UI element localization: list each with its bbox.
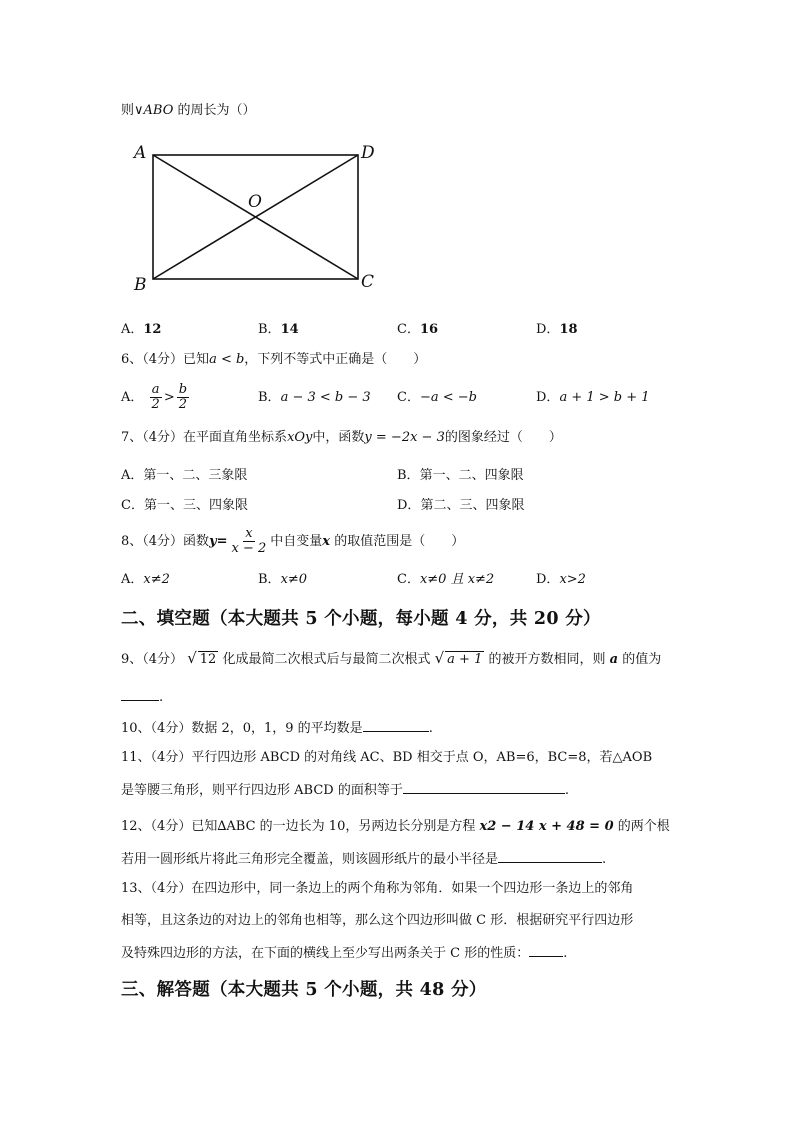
q7-system: xOy: [287, 430, 313, 445]
q10-number: 10、（4分）: [121, 721, 192, 736]
q12-end: .: [602, 852, 607, 867]
q7-stem-post: 的图象经过（ ）: [444, 430, 562, 445]
q8-option-d: [536, 571, 586, 589]
option-text: a − 3 < b − 3: [280, 390, 371, 405]
q6-option-c: [397, 389, 477, 407]
q13-stem: [121, 880, 633, 898]
q11-line2-text: 是等腰三角形，则平行四边形 ABCD 的面积等于: [121, 783, 403, 798]
option-text: 第一、二、四象限: [419, 468, 524, 483]
operator: >: [163, 390, 175, 405]
q12-line2-text: 若用一圆形纸片将此三角形完全覆盖，则该圆形纸片的最小半径是: [121, 852, 499, 867]
option-text: x≠0 且 x≠2: [419, 572, 495, 587]
q7-option-b: [397, 467, 524, 485]
q11-end: .: [564, 783, 569, 798]
q9-end: .: [159, 690, 164, 705]
q5-triangle-name: ABO: [143, 103, 174, 118]
q12-number: 12、（4分）: [121, 819, 192, 834]
q5-stem: [121, 102, 256, 120]
q6-stem-pre: 已知: [183, 352, 210, 367]
option-text: 18: [559, 322, 578, 337]
answer-blank[interactable]: [363, 718, 429, 732]
label-d: D: [361, 143, 375, 163]
option-text: 12: [143, 322, 162, 337]
option-letter: C．: [397, 572, 420, 587]
q12-stem-post: 的两个根: [617, 819, 670, 834]
q11-line2: [121, 780, 569, 800]
q12-stem: [121, 818, 670, 836]
answer-blank[interactable]: [498, 849, 602, 863]
answer-blank[interactable]: [121, 687, 159, 701]
q12-text: 已知∆ABC 的一边长为 10，另两边长分别是方程: [191, 819, 476, 834]
section-3-title: 三、解答题（本大题共 5 个小题，共 48 分）: [121, 980, 487, 1000]
option-letter: A．: [121, 322, 144, 337]
q5-option-c: [397, 321, 438, 339]
q13-end: .: [563, 946, 568, 961]
q9-stem-end: 的值为: [622, 652, 662, 667]
q6-condition: a < b: [209, 352, 245, 367]
q5-triangle-symbol: ∨: [134, 103, 144, 118]
q13-number: 13、（4分）: [121, 881, 192, 896]
q5-option-b: [258, 321, 299, 339]
q9-stem-post: 的被开方数相同，则: [488, 652, 606, 667]
q8-option-c: [397, 571, 494, 589]
label-a: A: [134, 143, 147, 163]
q8-stem-mid: 中自变量: [270, 534, 323, 549]
option-letter: D．: [536, 322, 560, 337]
option-text: 第二、三、四象限: [420, 498, 525, 513]
q9-answer-line: [121, 687, 163, 707]
option-letter: B．: [258, 390, 281, 405]
numerator: x: [245, 526, 253, 541]
q8-var: x: [322, 534, 331, 549]
q9-stem: [121, 649, 661, 669]
q9-number: 9、（4分）: [121, 652, 184, 667]
q5-option-a: [121, 321, 161, 339]
q6-option-a: [121, 380, 191, 416]
q12-line2: [121, 849, 606, 869]
fraction-b-over-2: [177, 383, 189, 412]
q8-y: y=: [209, 534, 228, 549]
q11-text: 平行四边形 ABCD 的对角线 AC、BD 相交于点 O，AB=6，BC=8，若△AOB: [191, 750, 653, 765]
q8-number: 8、（4分）: [121, 534, 184, 549]
option-text: a + 1 > b + 1: [559, 390, 650, 405]
option-text: 第一、二、三象限: [143, 468, 248, 483]
option-text: 第一、三、四象限: [143, 498, 248, 513]
q6-option-d: [536, 389, 650, 407]
denominator: 2: [178, 397, 188, 412]
fraction-x-over-x-minus-2: [230, 527, 269, 556]
answer-blank[interactable]: [403, 780, 565, 794]
radical-sign: √: [187, 649, 197, 667]
q7-stem-pre: 在平面直角坐标系: [183, 430, 288, 445]
q6-option-b: [258, 389, 371, 407]
sqrt-12: [187, 649, 218, 667]
option-letter: C．: [397, 322, 420, 337]
q6-stem-post: ，下列不等式中正确是（ ）: [244, 352, 427, 367]
option-letter: D．: [536, 572, 560, 587]
q5-stem-pre: 则: [121, 103, 135, 118]
q5-stem-post: 的周长为（）: [177, 103, 256, 118]
q13-line2: 相等，且这条边的对边上的邻角也相等，那么这个四边形叫做 C 形．根据研究平行四边形: [121, 913, 634, 928]
q13-line3-text: 及特殊四边形的方法，在下面的横线上至少写出两条关于 C 形的性质：: [121, 946, 530, 961]
option-text: x≠2: [143, 572, 170, 587]
q9-var: a: [609, 652, 619, 667]
numerator: b: [178, 382, 188, 397]
q8-option-a: [121, 571, 170, 589]
q7-option-a: [121, 467, 247, 485]
q7-option-d: [397, 497, 524, 515]
q7-number: 7、（4分）: [121, 430, 184, 445]
q6-number: 6、（4分）: [121, 352, 184, 367]
q10-end: .: [428, 721, 433, 736]
q8-stem-post: 的取值范围是（ ）: [334, 534, 465, 549]
q11-number: 11、（4分）: [121, 750, 192, 765]
option-letter: A．: [121, 468, 144, 483]
q10-text: 数据 2，0，1，9 的平均数是: [191, 721, 363, 736]
q9-stem-mid: 化成最简二次根式后与最简二次根式: [222, 652, 431, 667]
sqrt-a-plus-1: [434, 649, 485, 667]
q13-line1: 在四边形中，同一条边上的两个角称为邻角．如果一个四边形一条边上的邻角: [191, 881, 634, 896]
option-letter: C．: [397, 390, 420, 405]
option-text: 16: [419, 322, 439, 337]
label-c: C: [361, 272, 375, 292]
denominator: 2: [151, 397, 160, 412]
q7-function: y = −2x − 3: [364, 430, 445, 445]
q13-line3: [121, 943, 567, 963]
q8-stem-pre: 函数: [183, 534, 210, 549]
option-text: x>2: [559, 572, 586, 587]
numerator: a: [151, 382, 160, 397]
option-letter: B．: [258, 322, 281, 337]
label-o: O: [248, 192, 262, 212]
option-letter: B．: [397, 468, 420, 483]
q7-option-c: [121, 497, 248, 515]
option-letter: B．: [258, 572, 281, 587]
q7-stem-mid: 中，函数: [312, 430, 365, 445]
section-2-title: 二、填空题（本大题共 5 个小题，每小题 4 分，共 20 分）: [121, 609, 601, 629]
q5-option-d: [536, 321, 578, 339]
option-text: x≠0: [280, 572, 308, 587]
option-text: 14: [280, 322, 299, 337]
radical-sign: √: [434, 649, 445, 667]
option-letter: D．: [536, 390, 560, 405]
option-letter: A．: [121, 390, 144, 405]
fraction-a-over-2: [150, 383, 162, 412]
option-text: −a < −b: [419, 390, 477, 405]
q6-stem: [121, 351, 426, 369]
q10-stem: [121, 718, 433, 738]
q8-stem: [121, 524, 464, 560]
q7-stem: [121, 429, 562, 447]
option-letter: A．: [121, 572, 144, 587]
denominator: x − 2: [231, 541, 267, 556]
rectangle-figure: [130, 136, 380, 296]
radicand: 12: [199, 652, 217, 667]
q12-equation: x2 − 14 x + 48 = 0: [479, 819, 614, 834]
q8-option-b: [258, 571, 307, 589]
option-letter: C．: [121, 498, 144, 513]
label-b: B: [134, 275, 147, 295]
radicand: a + 1: [447, 652, 483, 667]
option-letter: D．: [397, 498, 421, 513]
answer-blank[interactable]: [529, 943, 563, 957]
q11-stem: [121, 749, 652, 767]
